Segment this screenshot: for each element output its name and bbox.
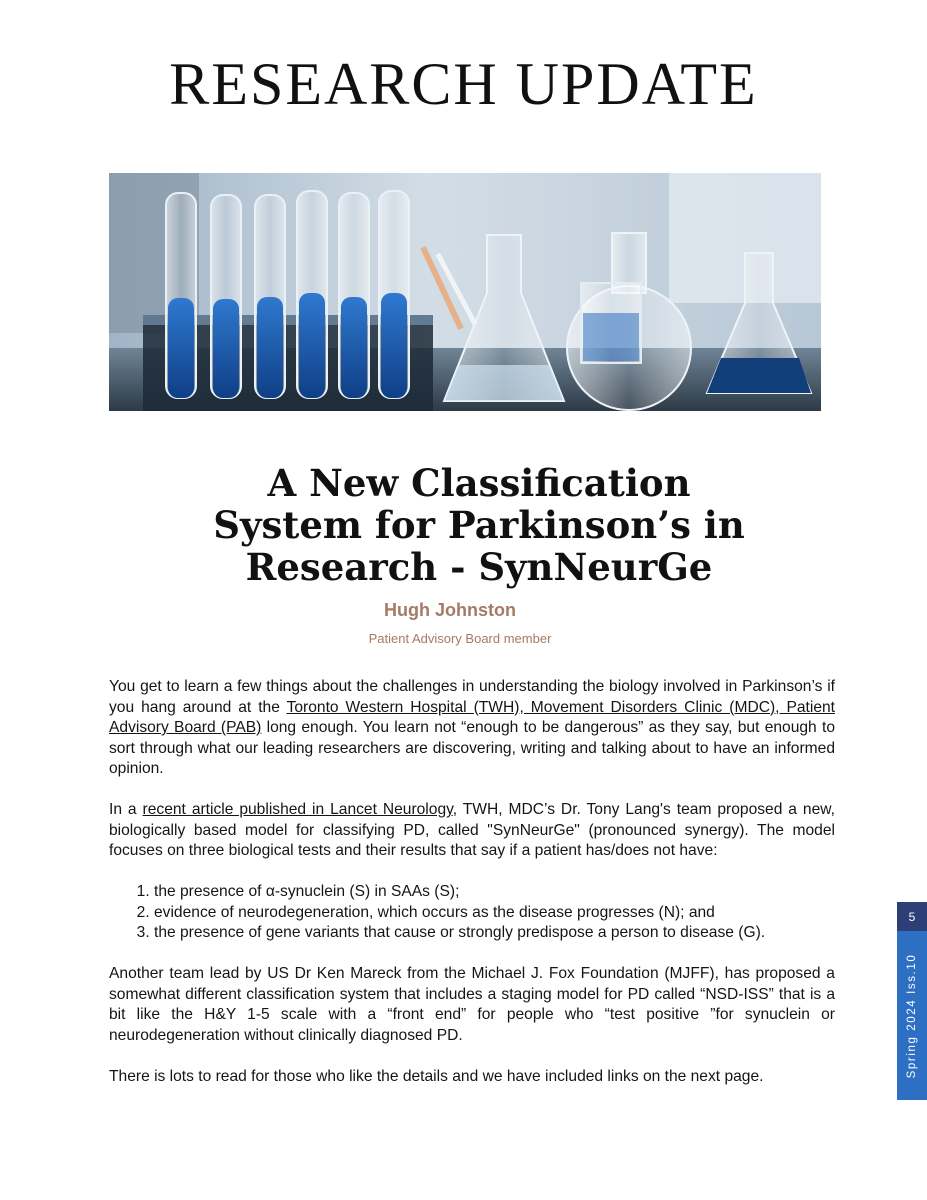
biological-tests-list bbox=[109, 882, 835, 944]
twh-mdc-pab-link[interactable]: Toronto Western Hospital (TWH), Movement Disorders Clinic (MDC), Patient Advisory Board (PAB) bbox=[109, 698, 835, 736]
list-item: 1. the presence of α-synuclein (S) in SAAs (S); bbox=[154, 882, 835, 903]
article-title bbox=[170, 462, 788, 588]
author-role: Patient Advisory Board member bbox=[368, 631, 552, 646]
lancet-article-link[interactable]: recent article published in Lancet Neurology bbox=[142, 801, 453, 818]
paragraph-closing: There is lots to read for those who like the details and we have included links on the next page. bbox=[109, 1067, 764, 1085]
section-title: RESEARCH UPDATE bbox=[169, 51, 758, 117]
lab-glassware-illustration bbox=[109, 173, 821, 411]
title-line: A New Classification bbox=[267, 461, 691, 505]
text-segment: In a bbox=[109, 801, 143, 818]
paragraph-intro bbox=[109, 677, 835, 780]
text-segment: You get to learn a few things about the challenges in understanding the biology involved in Parkinson’s if you hang around at the bbox=[109, 678, 835, 716]
title-line: System for Parkinson’s in bbox=[213, 503, 745, 547]
issue-label: Spring 2024 Iss.10 bbox=[906, 953, 918, 1078]
issue-bar bbox=[897, 931, 927, 1100]
title-line: Research - SynNeurGe bbox=[245, 545, 713, 589]
paragraph-lancet bbox=[109, 800, 835, 862]
text-segment: , TWH, MDC’s Dr. Tony Lang's team proposed a new, biologically based model for classifying PD, called "SynNeurGe" (pronounced synergy). The model focuses on three biological tests and their results that say if a patient has/does not have: bbox=[109, 801, 835, 859]
paragraph-mjff: Another team lead by US Dr Ken Mareck from the Michael J. Fox Foundation (MJFF), has proposed a somewhat different classification system that includes a staging model for PD called “NSD-ISS” that is a bit like the H&Y 1-5 scale with a “front end” for people who “test positive ”for synuclein or neurodegeneration without clinically diagnosed PD. bbox=[109, 965, 835, 1044]
list-item: 3. the presence of gene variants that cause or strongly predispose a person to disease (G). bbox=[154, 923, 835, 944]
text-segment: long enough. You learn not “enough to be dangerous” as they say, but enough to sort through what our leading researchers are discovering, writing and talking about to have an informed opinion. bbox=[109, 719, 835, 777]
author-name: Hugh Johnston bbox=[384, 600, 516, 620]
page-number: 5 bbox=[897, 902, 927, 931]
list-item: 2. evidence of neurodegeneration, which occurs as the disease progresses (N); and bbox=[154, 903, 835, 924]
article-body bbox=[109, 677, 835, 1108]
side-tab bbox=[897, 902, 927, 1100]
hero-image bbox=[109, 173, 821, 411]
